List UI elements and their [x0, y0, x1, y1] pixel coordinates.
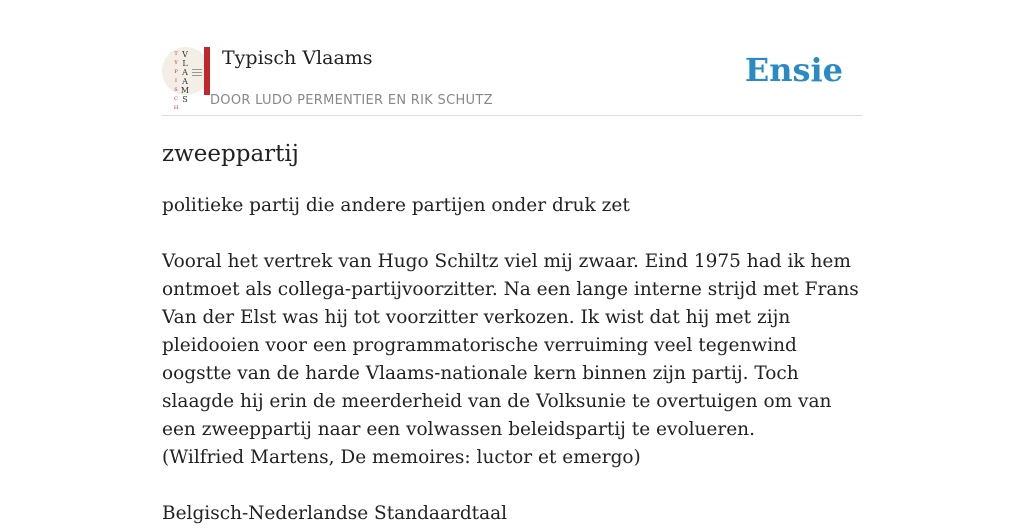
book-title[interactable]: Typisch Vlaams [222, 47, 373, 69]
book-cover-thumbnail[interactable] [162, 47, 210, 111]
logo-letters: V L A A M S [180, 50, 190, 104]
ensie-logo-link[interactable]: Ensie [744, 51, 843, 89]
spacer [162, 220, 862, 248]
logo-side-letters: T Y P I S C H [173, 51, 179, 111]
spacer [162, 472, 862, 500]
entry-content [162, 192, 862, 528]
page [162, 0, 862, 524]
logo-red-edge [204, 47, 210, 95]
book-authors: DOOR LUDO PERMENTIER EN RIK SCHUTZ [210, 93, 493, 108]
logo-lines [192, 69, 202, 78]
entry-quote: Vooral het vertrek van Hugo Schiltz viel mij zwaar. Eind 1975 had ik hem ontmoet als collega-partijvoorzitter. Na een lange interne strijd met Frans Van der Elst was hij tot voorzitter verkozen. Ik wist dat hij met zijn pleidooien voor een programmatorische verruiming veel tegenwind oogstte van de harde Vlaams-nationale kern binnen zijn partij. Toch slaagde hij erin de meerderheid van de Volksunie te overtuigen om van een zweeppartij naar een volwassen beleidspartij te evolueren. [162, 251, 859, 440]
book-header [162, 0, 862, 116]
entry-category: Belgisch-Nederlandse Standaardtaal [162, 503, 508, 524]
entry-headword: zweeppartij [162, 141, 299, 167]
entry-definition: politieke partij die andere partijen onder druk zet [162, 195, 630, 216]
entry-quote-source: (Wilfried Martens, De memoires: luctor et emergo) [162, 447, 641, 468]
